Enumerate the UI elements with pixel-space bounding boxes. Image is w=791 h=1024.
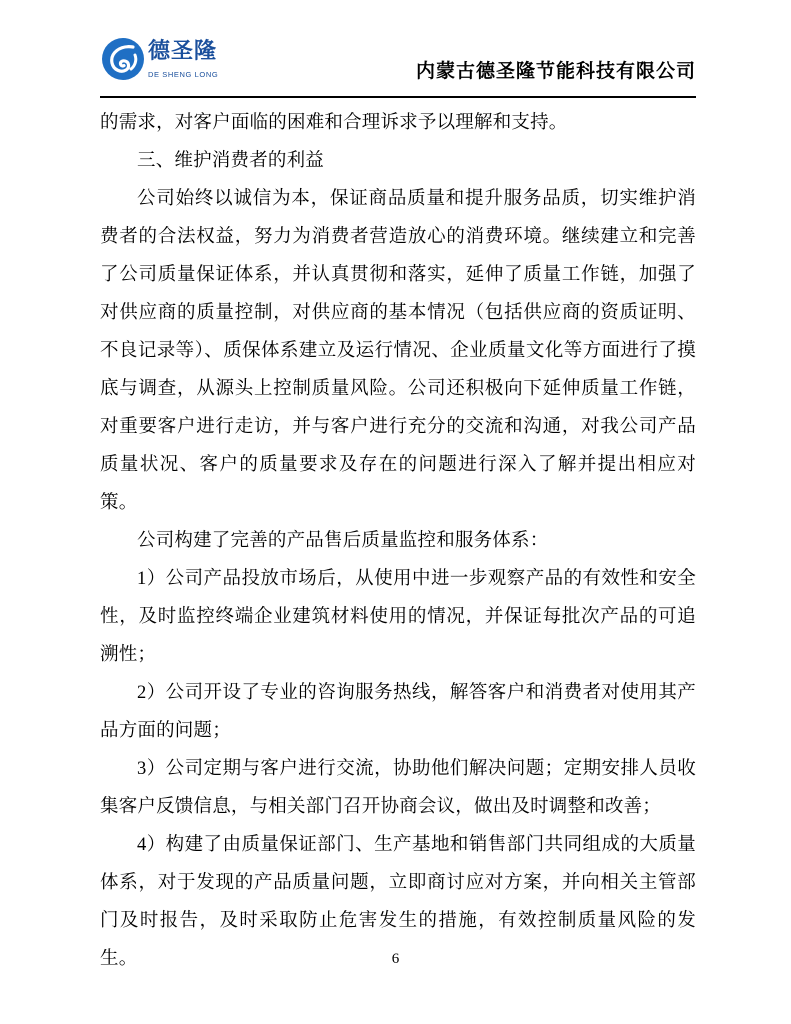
paragraph: 公司构建了完善的产品售后质量监控和服务体系： [137, 531, 549, 551]
list-item: 1）公司产品投放市场后，从使用中进一步观察产品的有效性和安全性，及时监控终端企业建筑材料使用的情况，并保证每批次产品的可追溯性； [100, 569, 696, 665]
list-item: 4）构建了由质量保证部门、生产基地和销售部门共同组成的大质量体系，对于发现的产品质量问题，立即商讨应对方案，并向相关主管部门及时报告，及时采取防止危害发生的措施，有效控制质量风险的发生。 [100, 835, 696, 969]
document-body [100, 104, 696, 978]
list-item: 2）公司开设了专业的咨询服务热线，解答客户和消费者对使用其产品方面的问题； [100, 683, 696, 741]
section-heading: 三、维护消费者的利益 [137, 151, 325, 171]
paragraph: 公司始终以诚信为本，保证商品质量和提升服务品质，切实维护消费者的合法权益，努力为消费者营造放心的消费环境。继续建立和完善了公司质量保证体系，并认真贯彻和落实，延伸了质量工作链，加强了对供应商的质量控制，对供应商的基本情况（包括供应商的资质证明、不良记录等）、质保体系建立及运行情况、企业质量文化等方面进行了摸底与调查，从源头上控制质量风险。公司还积极向下延伸质量工作链，对重要客户进行走访，并与客户进行充分的交流和沟通，对我公司产品质量状况、客户的质量要求及存在的问题进行深入了解并提出相应对策。 [100, 189, 696, 513]
list-item: 3）公司定期与客户进行交流，协助他们解决问题；定期安排人员收集客户反馈信息，与相关部门召开协商会议，做出及时调整和改善； [100, 759, 696, 817]
logo-chinese-name: 德圣隆 [148, 38, 218, 63]
logo-wordmark [148, 38, 228, 82]
blue-swirl-logo-icon [100, 36, 146, 82]
logo-english-name: DE SHENG LONG [148, 70, 219, 79]
paragraph: 的需求，对客户面临的困难和合理诉求予以理解和支持。 [100, 113, 568, 133]
page-number: 6 [391, 951, 400, 967]
header-divider [100, 96, 696, 98]
company-name-heading: 内蒙古德圣隆节能科技有限公司 [415, 61, 696, 82]
company-logo [100, 36, 228, 88]
page-header [100, 34, 696, 94]
